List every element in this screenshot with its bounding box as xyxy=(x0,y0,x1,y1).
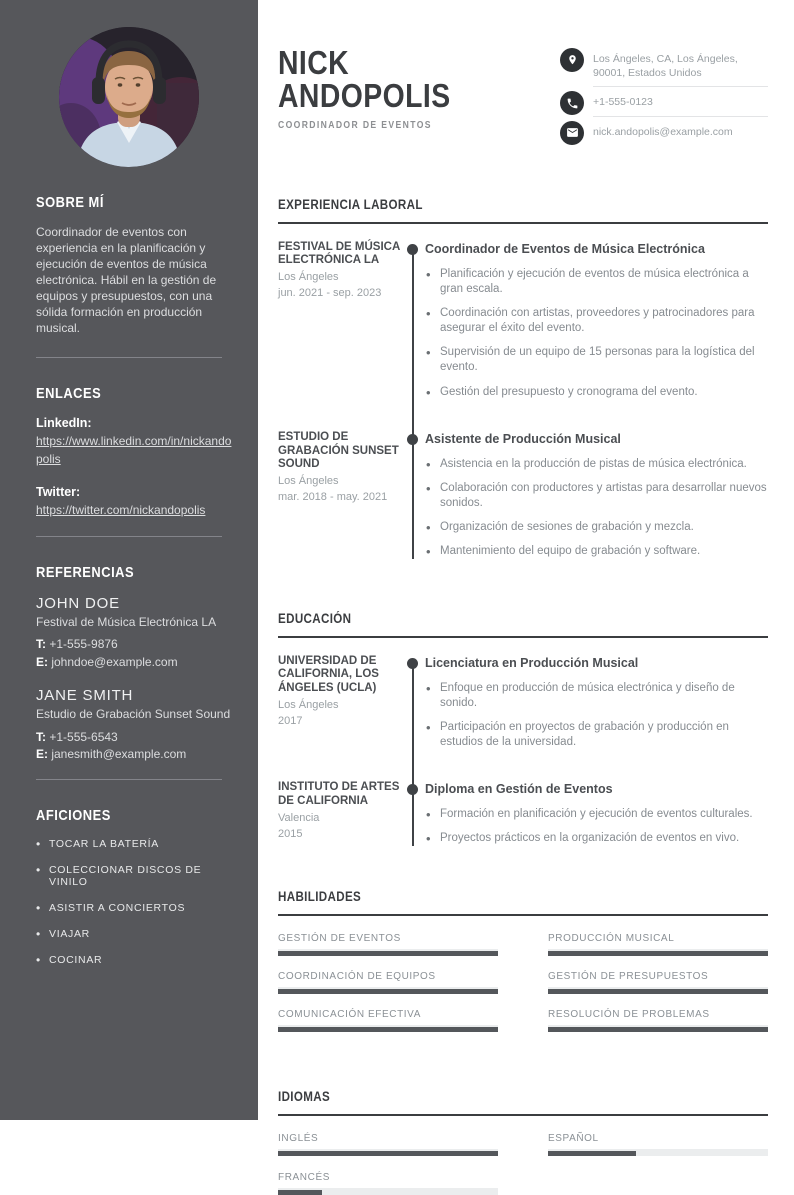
education-item-meta xyxy=(278,781,400,855)
references-section xyxy=(36,564,236,764)
email-label: E: xyxy=(36,747,48,762)
profile-photo-illustration xyxy=(59,27,199,167)
hobby-item: • COCINAR xyxy=(36,954,236,966)
skill-bar-fill xyxy=(278,951,498,956)
experience-section xyxy=(278,188,768,569)
school-location: Valencia xyxy=(278,811,320,824)
skill-label: COORDINACIÓN DE EQUIPOS xyxy=(278,970,436,982)
skill-bar-fill xyxy=(548,1027,768,1032)
languages-section xyxy=(278,1080,768,1195)
skill-item xyxy=(548,1009,768,1032)
skill-item xyxy=(278,1009,498,1032)
hobby-list xyxy=(36,838,236,966)
resume-header xyxy=(278,46,768,146)
skill-bar-fill xyxy=(278,1027,498,1032)
school-name: INSTITUTO DE ARTES DE CALIFORNIA xyxy=(278,781,400,808)
company-location: Los Ángeles xyxy=(278,271,339,284)
about-section xyxy=(36,194,236,337)
experience-heading: EXPERIENCIA LABORAL xyxy=(278,188,768,224)
skill-label: COMUNICACIÓN EFECTIVA xyxy=(278,1008,421,1020)
languages-grid xyxy=(278,1133,768,1195)
contact-phone-text-wrap xyxy=(593,91,768,117)
linkedin-label: LinkedIn: xyxy=(36,415,92,430)
language-bar-fill xyxy=(278,1190,322,1195)
contact-location-row xyxy=(560,48,768,87)
employment-dates: jun. 2021 - sep. 2023 xyxy=(278,287,382,300)
phone-value: +1-555-9876 xyxy=(49,637,118,652)
full-name xyxy=(278,46,479,113)
experience-item xyxy=(278,241,768,409)
skill-label: GESTIÓN DE EVENTOS xyxy=(278,932,401,944)
hobbies-heading: AFICIONES xyxy=(36,807,111,825)
skills-heading: HABILIDADES xyxy=(278,880,768,916)
linkedin-link[interactable]: https://www.linkedin.com/in/nickandopolis xyxy=(36,433,232,466)
bullet: • Gestión del presupuesto y cronograma del evento. xyxy=(425,385,768,400)
language-item xyxy=(548,1133,768,1156)
reference-email xyxy=(36,746,236,763)
references-heading: REFERENCIAS xyxy=(36,563,135,581)
reference-item xyxy=(36,595,236,671)
phone-value: +1-555-6543 xyxy=(49,729,118,744)
bullet: • Participación en proyectos de grabación y producción en estudios de la universidad. xyxy=(425,720,768,750)
language-bar-track xyxy=(548,1149,768,1156)
contact-location-text-wrap xyxy=(593,48,768,87)
hobby-item: • TOCAR LA BATERÍA xyxy=(36,838,236,850)
email-value: johndoe@example.com xyxy=(51,654,178,669)
skill-bar-track xyxy=(548,949,768,956)
education-item-meta xyxy=(278,655,400,760)
language-label: INGLÉS xyxy=(278,1132,319,1144)
hobby-item: • VIAJAR xyxy=(36,928,236,940)
company-location: Los Ángeles xyxy=(278,475,339,488)
skill-label: RESOLUCIÓN DE PROBLEMAS xyxy=(548,1008,710,1020)
education-item-detail xyxy=(425,781,768,855)
sidebar-divider xyxy=(36,536,222,537)
education-item xyxy=(278,781,768,855)
contact-email-text-wrap xyxy=(593,121,768,146)
contact-block xyxy=(560,48,768,146)
skill-bar-track xyxy=(548,987,768,994)
contact-phone: +1-555-0123 xyxy=(593,96,653,109)
skill-bar-track xyxy=(548,1025,768,1032)
contact-email-row xyxy=(560,121,768,146)
skill-label: GESTIÓN DE PRESUPUESTOS xyxy=(548,970,709,982)
bullet: • Asistencia en la producción de pistas de música electrónica. xyxy=(425,457,768,472)
twitter-link[interactable]: https://twitter.com/nickandopolis xyxy=(36,502,206,517)
location-pin-icon xyxy=(560,48,584,72)
skill-item xyxy=(548,971,768,994)
bullet: • Mantenimiento del equipo de grabación y software. xyxy=(425,544,768,559)
graduation-year: 2015 xyxy=(278,828,303,841)
reference-phone xyxy=(36,636,236,653)
degree-title: Licenciatura en Producción Musical xyxy=(425,655,639,670)
skills-section xyxy=(278,880,768,1032)
bullet: • Supervisión de un equipo de 15 personas para la logística del evento. xyxy=(425,345,768,375)
about-text: Coordinador de eventos con experiencia en la planificación y ejecución de eventos de música electrónica. Hábil en la gestión de equipos y presupuestos, con una sólida formación en producción musical. xyxy=(36,225,217,335)
experience-item-detail xyxy=(425,431,768,569)
bullet: • Enfoque en producción de música electrónica y diseño de sonido. xyxy=(425,681,768,711)
graduation-year: 2017 xyxy=(278,715,303,728)
contact-location: Los Ángeles, CA, Los Ángeles, 90001, Estados Unidos xyxy=(593,53,738,79)
company-name: FESTIVAL DE MÚSICA ELECTRÓNICA LA xyxy=(278,240,400,267)
role-bullets xyxy=(425,457,768,560)
reference-email xyxy=(36,654,236,671)
skill-item xyxy=(278,933,498,956)
language-label: FRANCÉS xyxy=(278,1171,330,1183)
twitter-label: Twitter: xyxy=(36,484,81,499)
bullet: • Formación en planificación y ejecución de eventos culturales. xyxy=(425,807,768,822)
bullet: • Proyectos prácticos en la organización de eventos en vivo. xyxy=(425,831,768,846)
about-heading: SOBRE MÍ xyxy=(36,194,104,211)
phone-icon xyxy=(560,91,584,115)
reference-item xyxy=(36,687,236,763)
language-bar-fill xyxy=(548,1151,636,1156)
sidebar-divider xyxy=(36,357,222,358)
experience-item-meta xyxy=(278,431,400,569)
skill-label: PRODUCCIÓN MUSICAL xyxy=(548,932,675,944)
company-name: ESTUDIO DE GRABACIÓN SUNSET SOUND xyxy=(278,430,399,471)
degree-title: Diploma en Gestión de Eventos xyxy=(425,782,613,797)
skill-bar-track xyxy=(278,949,498,956)
email-value: janesmith@example.com xyxy=(51,747,187,762)
bullet: • Coordinación con artistas, proveedores y patrocinadores para asegurar el éxito del evento. xyxy=(425,306,768,336)
first-name: NICK xyxy=(278,44,350,81)
skill-bar-fill xyxy=(548,989,768,994)
reference-name: JOHN DOE xyxy=(36,594,120,612)
language-item xyxy=(278,1133,498,1156)
skill-bar-track xyxy=(278,987,498,994)
envelope-icon xyxy=(560,121,584,145)
education-section xyxy=(278,602,768,856)
education-timeline xyxy=(278,655,768,856)
main-content xyxy=(258,0,794,1183)
language-label: ESPAÑOL xyxy=(548,1132,599,1144)
contact-phone-row xyxy=(560,91,768,117)
language-bar-fill xyxy=(278,1151,498,1156)
sidebar-divider xyxy=(36,779,222,780)
school-name: UNIVERSIDAD DE CALIFORNIA, LOS ÁNGELES (UCLA) xyxy=(278,654,379,695)
last-name: ANDOPOLIS xyxy=(278,77,451,115)
links-section xyxy=(36,385,236,519)
degree-bullets xyxy=(425,807,768,846)
education-item-detail xyxy=(425,655,768,760)
reference-org: Festival de Música Electrónica LA xyxy=(36,614,217,629)
school-location: Los Ángeles xyxy=(278,699,339,712)
phone-label: T: xyxy=(36,729,46,744)
contact-email: nick.andopolis@example.com xyxy=(593,125,733,138)
skill-bar-fill xyxy=(548,951,768,956)
experience-item-detail xyxy=(425,241,768,409)
sidebar xyxy=(0,0,258,1120)
language-item xyxy=(278,1172,498,1195)
links-heading: ENLACES xyxy=(36,384,102,402)
skills-grid xyxy=(278,933,768,1032)
skill-bar-fill xyxy=(278,989,498,994)
language-bar-track xyxy=(278,1149,498,1156)
education-item xyxy=(278,655,768,760)
experience-item-meta xyxy=(278,241,400,409)
employment-dates: mar. 2018 - may. 2021 xyxy=(278,491,388,504)
education-heading: EDUCACIÓN xyxy=(278,602,768,638)
reference-org: Estudio de Grabación Sunset Sound xyxy=(36,707,231,722)
job-title: COORDINADOR DE EVENTOS xyxy=(278,119,432,131)
avatar xyxy=(59,27,199,167)
language-bar-track xyxy=(278,1188,498,1195)
bullet: • Colaboración con productores y artistas para desarrollar nuevos sonidos. xyxy=(425,481,768,511)
skill-item xyxy=(278,971,498,994)
bullet: • Planificación y ejecución de eventos de música electrónica a gran escala. xyxy=(425,267,768,297)
twitter-link-item xyxy=(36,485,236,519)
role-title: Coordinador de Eventos de Música Electrónica xyxy=(425,241,705,256)
skill-item xyxy=(548,933,768,956)
experience-item xyxy=(278,431,768,569)
hobbies-section xyxy=(36,807,236,966)
languages-heading: IDIOMAS xyxy=(278,1080,768,1116)
name-block xyxy=(278,46,479,131)
degree-bullets xyxy=(425,681,768,751)
phone-label: T: xyxy=(36,637,46,652)
hobby-item: • ASISTIR A CONCIERTOS xyxy=(36,902,236,914)
role-title: Asistente de Producción Musical xyxy=(425,431,621,446)
experience-timeline xyxy=(278,241,768,569)
email-label: E: xyxy=(36,654,48,669)
hobby-item: • COLECCIONAR DISCOS DE VINILO xyxy=(36,864,236,888)
linkedin-link-item xyxy=(36,416,236,468)
role-bullets xyxy=(425,267,768,400)
skill-bar-track xyxy=(278,1025,498,1032)
reference-name: JANE SMITH xyxy=(36,687,134,705)
reference-phone xyxy=(36,729,236,746)
bullet: • Organización de sesiones de grabación y mezcla. xyxy=(425,520,768,535)
